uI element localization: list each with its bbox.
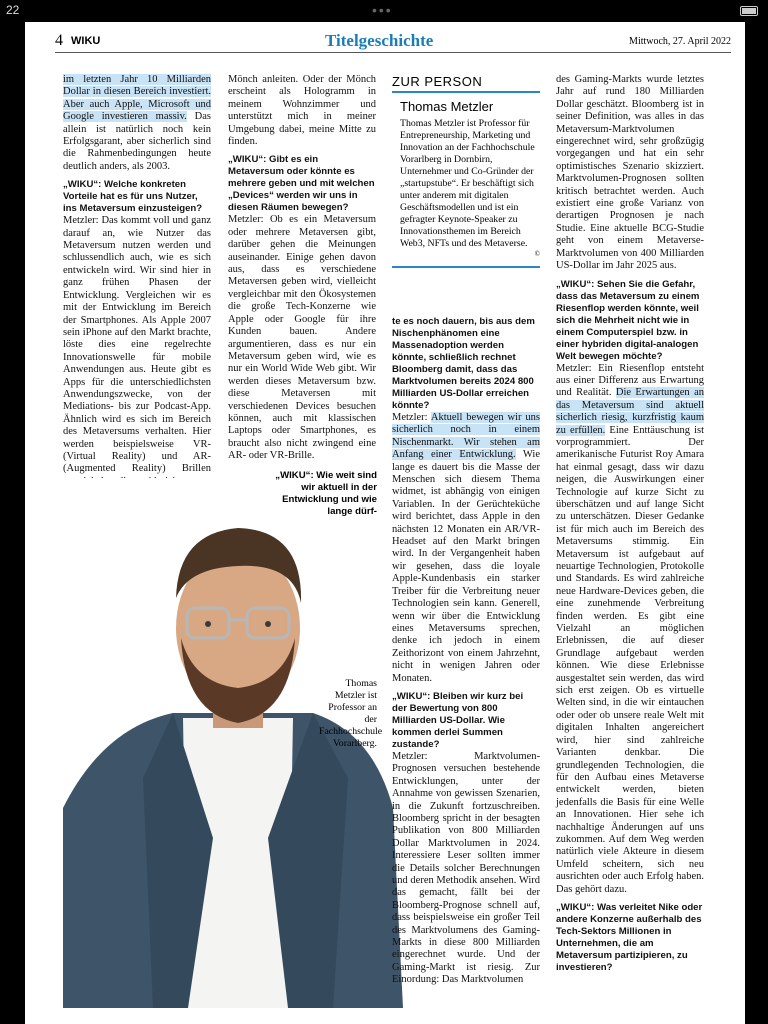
page-header — [55, 31, 731, 53]
interview-answer: des Gaming-Markts wurde letztes Jahr auf rund 180 Milliarden Dollar geschätzt. Bloomberg ist in seiner Definition, was alles in das Metaversum-Marktvolumen eingerechnet wird, sehr großzügig vorgegangen und hat ein sehr optimistisches Szenario skizziert. Marktvolumen-Prognosen sollten kritisch betrachtet werden. Auch existiert eine große Varianz von derartigen Prognosen je nach Studie. Eine aktuelle BCG-Studie geht von einem Metaverse-Marktvolumen von 400 Milliarden US-Dollar im Jahr 2025 aus. — [556, 74, 704, 272]
interview-question: „WIKU“: Gibt es ein Metaversum oder könnte es mehrere geben und mit welchen „Devices“ werden wir uns in diesen Räumen bewegen? — [228, 154, 375, 214]
highlighted-text[interactable]: Aktuell bewegen wir uns sicherlich noch in einem Nischenmarkt. Wir stehen am Anfang einer Entwicklung. — [392, 412, 540, 461]
interview-answer: Mönch anleiten. Oder der Mönch erscheint als Hologramm in meinem Wohnzimmer und unterstützt mich in meiner Umgebung dabei, meine Mitte zu finden. — [228, 74, 376, 148]
body-text: Wie lange es dauert bis die Masse der Menschen sich diesem Thema widmet, ist abhängig von einigen Variablen. In der Gerüchteküche wird berichtet, dass Apple in den nächsten 12 Monaten ein AR/VR-Headset auf den Markt bringen wird. In der Vergangenheit haben wir gesehen, dass die loyale Apple-Kundenbasis ein starker Treiber für die Verbreitung neuer Technologien sein kann. Generell, wenn wir über die Entwicklung eines Metaversums sprechen, denke ich jedoch in einem Zeithorizont von einem Jahrzehnt, nicht in wenigen Jahren oder Monaten. — [392, 449, 540, 684]
interview-answer: Metzler: Ob es ein Metaversum oder mehrere Metaversen gibt, darüber gehen die Meinungen auseinander. Einige gehen davon aus, dass es verschiedene Metaversen geben wird, vielleicht vergleichbar mit den Ökosystemen die große Tech-Konzerne wie Apple oder Google für ihre Kunden bauen. Andere argumentieren, dass es nur ein Metaversum geben wird, wie es nur ein World Wide Web gibt. Wir werden dieses Metaversum bzw. diese Metaversen mit verschiedenen Devices besuchen können, auch mit klassischen Laptops oder Smartphones, es braucht also nicht zwingend eine AR- oder VR-Brille. — [228, 214, 376, 462]
answer-lead: Metzler: Ein Riesenflop entsteht aus einer Differenz aus Erwartung und Realität. — [556, 362, 704, 399]
battery-icon — [740, 6, 758, 16]
copyright-mark: © — [534, 250, 540, 258]
page-number: 4 — [55, 32, 63, 49]
interview-question: „WIKU“: Welche konkreten Vorteile hat es für uns Nutzer, ins Metaversum einzusteigen? — [63, 179, 203, 215]
interview-question: „WIKU“: Was verleitet Nike oder andere Konzerne außerhalb des Tech-Sektors Millionen in Unternehmen, die am Metaversum partizipieren, zu investieren? — [556, 901, 703, 973]
column-2 — [228, 74, 376, 469]
status-bar — [0, 0, 768, 22]
interview-question: „WIKU“: Bleiben wir kurz bei der Bewertung von 800 Milliarden US-Dollar. Wie kommen derlei Summen zustande? — [392, 690, 524, 750]
publication-name: WIKU — [71, 35, 101, 47]
profile-text: Thomas Metzler ist Professor für Entrepreneurship, Marketing und Innovation an der Fachhochschule Vorarlberg in Dornbirn, Unternehmer und Co-Gründer der „startupstube“. Er beschäftigt sich unter anderem mit digitalen Geschäftsmodellen und ist ein gefragter Keynote-Speaker zu Innovationsthemen im Bereich Web3, NFTs und des Metaverse. — [400, 118, 535, 249]
body-text: Das allein ist natürlich noch kein Erfolgsgarant, aber sicherlich sind die Rahmenbedingungen heute deutlich anders, als 2003. — [63, 111, 211, 172]
profile-name: Thomas Metzler — [400, 99, 494, 114]
interview-answer: Metzler: Das kommt voll und ganz darauf an, wie Nutzer das Metaversum nutzen werden und schlussendlich auch, wie es sich entwickeln wird. Wir sind hier in ganz frühen Phasen der Entwicklung. Vergleichen wir es mit der Entwicklung im Bereich der Smartphones. Als Apple 2007 sein iPhone auf den Markt brachte, löste dies eine regelrechte Innovationswelle für mobile Anwendungen aus. Heute gibt es Apps für die unterschiedlichsten Anwendungszwecke, von der Mediations- bis zur Podcast-App. Ähnlich wird es sich im Bereich des Metaversums verhalten. Hier werden beispielsweise VR- (Virtual Reality) und AR- (Augmented Reality) Brillen — [63, 215, 211, 475]
highlighted-text[interactable]: im letzten Jahr 10 Milliarden Dollar in diesen Bereich investiert. Aber auch Apple, Microsoft und Google investieren massiv. — [63, 74, 211, 123]
pull-quote: „WIKU“: Wie weit sind wir aktuell in der Entwicklung und wie lange dürf- — [275, 470, 377, 517]
profile-box — [392, 74, 540, 268]
issue-date: Mittwoch, 27. April 2022 — [629, 36, 731, 47]
photo-caption: Thomas Metzler ist Professor an der Fachhochschule Vorarlberg. — [319, 678, 383, 749]
section-title: Titelgeschichte — [325, 31, 434, 50]
multitask-dots-icon[interactable]: ••• — [372, 2, 393, 18]
interview-answer: Metzler: Marktvolumen-Prognosen versuchen bestehende Entwicklungen, unter der Annahme von gewissen Szenarien, in die Zukunft fortzuschreiben. Bloomberg spricht in der besagten Publikation von 800 Milliarden Dollar Marktvolumen in 2024. Interessiere Leser sollten immer die Details solcher Berechnungen und deren Methodik ansehen. Wird das gemacht, fällt bei der Bloomberg-Prognose schnell auf, dass beispielsweise ein großer Teil des Marktvolumens des Gaming-Markts in diese 800 Milliarden eingerechnet wurde. Und der Gaming-Markt ist riesig. Zur Einordung: Das Marktvolumen — [392, 750, 540, 986]
body-text: Eine Enttäuschung ist vorprogrammiert. Der amerikanische Futurist Roy Amara hat einmal gesagt, dass wir dazu neigen, die Auswirkungen einer Technologie auf kurze Sicht zu überschätzen und auf lange Sicht zu unterschätzen. Dieser Gedanke ist für mich auch im Bereich des Metaversums stimmig. Ein Metaversum ist aufgebaut auf neuartige Technologien, Protokolle und Standards. Es wird zahlreiche neue Hardware-Devices geben, die eine zunehmende Verbreitung finden werden. Es gibt eine Vielzahl an möglichen Erlebnissen, die auf dieser Grundlage aufgebaut werden können. Wie diese Erlebnisse ausgestaltet sein werden, das wird sich erst zeigen. Ob es virtuelle Welten sind, in die wir eintauchen oder oder ob unsere reale Welt mit digitalen Inhalten angereichert wird, hier sind zahlreiche Varianten denkbar. Die grundlegenden Technologien, die für den Aufbau eines Metaverse entwickelt werden, bieten jedenfalls die Basis für eine Welle an Innovationen. Hier sehe ich nachhaltige Änderungen auf uns zukommen. Auf dem Weg werden natürlich viele Akteure in diesem Umfeld scheitern, sich neu ausrichten oder auch Erfolg haben. Das gehört dazu. — [556, 424, 704, 895]
highlighted-text[interactable]: Die Erwartungen an das Metaversum sind aktuell sicherlich riesig, kurzfristig kaum zu erfüllen. — [556, 387, 704, 436]
profile-kicker: ZUR PERSON — [392, 74, 540, 93]
interview-question: „WIKU“: Sehen Sie die Gefahr, dass das Metaversum zu einem Riesenflop werden könnte, weil sich die Mehrheit nicht wie in einem Computerspiel bzw. in einer hybriden digital-analogen Welt bewegen möchte? — [556, 278, 700, 362]
column-4 — [556, 74, 704, 974]
column-3 — [392, 316, 540, 993]
interview-question: te es noch dauern, bis aus dem Nischenphänomen eine Massenadoption werden könnte, schließlich rechnet Bloomberg damit, dass das Marktvolumen bereits 2024 800 Milliarden US-Dollar erreichen könnte? — [392, 316, 535, 411]
answer-lead: Metzler: — [392, 412, 431, 423]
status-time: 22 — [6, 3, 20, 17]
newspaper-page — [25, 22, 745, 1024]
